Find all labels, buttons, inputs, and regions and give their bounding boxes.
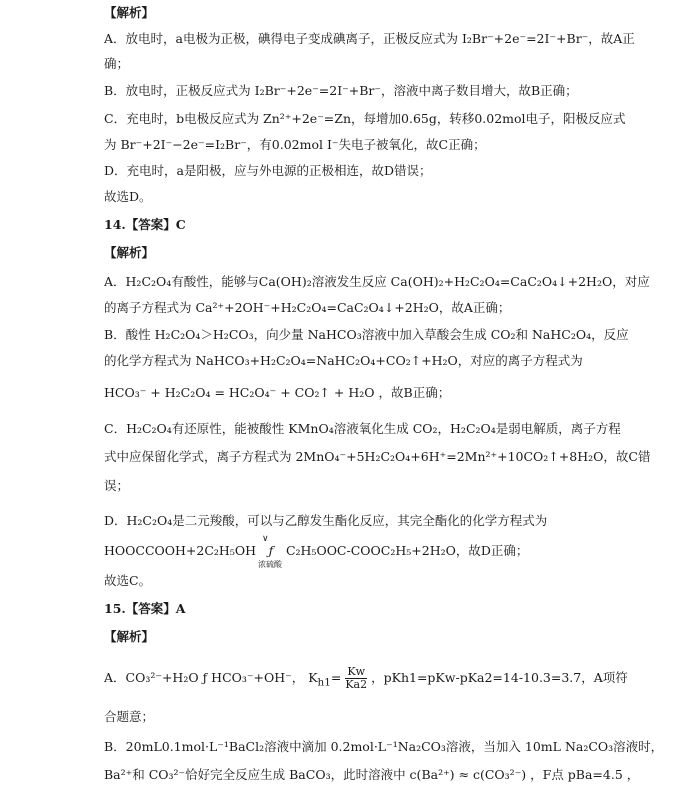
- text-line: 合题意；: [104, 709, 155, 724]
- text-line: C．充电时，b电极反应式为 Zn²⁺+2e⁻=Zn，每增加0.65g，转移0.02mol电子，阳极反应式: [104, 111, 626, 126]
- text-line: Ba²⁺和 CO₃²⁻恰好完全反应生成 BaCO₃，此时溶液中 c(Ba²⁺) ≈ c(CO₃²⁻) ，F点 pBa=4.5 ，: [104, 767, 640, 782]
- arrow-glyph: ƒ: [268, 543, 274, 558]
- analysis-heading: 【解析】: [104, 5, 155, 20]
- analysis-heading: 【解析】: [104, 245, 155, 260]
- answer-heading: 14.【答案】C: [104, 217, 186, 232]
- text-line: B．放电时，正极反应式为 I₂Br⁻+2e⁻=2I⁻+Br⁻，溶液中离子数目增大，故B正确；: [104, 83, 578, 98]
- text-line: 确；: [104, 56, 130, 71]
- fraction-denominator: Ka2: [345, 678, 368, 691]
- option-label: A．: [104, 670, 126, 685]
- text-line: 故选C。: [104, 573, 152, 588]
- pk-calculation: ，pKh1=pKw-pKa2=14-10.3=3.7，A项符: [371, 670, 628, 685]
- catalyst-label: 浓硫酸: [257, 560, 282, 569]
- text-line: 的离子方程式为 Ca²⁺+2OH⁻+H₂C₂O₄=CaC₂O₄↓+2H₂O，故A正确；: [104, 300, 511, 315]
- hydrolysis-equation: [104, 666, 628, 692]
- text-line: A．H₂C₂O₄有酸性，能够与Ca(OH)₂溶液发生反应 Ca(OH)₂+H₂C₂O₄=CaC₂O₄↓+2H₂O，对应: [104, 274, 650, 289]
- kh-symbol: K: [308, 670, 318, 685]
- fraction-numerator: Kw: [347, 665, 366, 678]
- equals-sign: =: [330, 670, 342, 685]
- catalyst-mark: ∨: [261, 534, 269, 544]
- equation-line: HCO₃⁻ + H₂C₂O₄ = HC₂O₄⁻ + CO₂↑ + H₂O ，故B正确；: [104, 385, 451, 400]
- hydrolysis-reaction: CO₃²⁻+H₂O ƒ HCO₃⁻+OH⁻，: [125, 670, 305, 685]
- text-line: 故选D。: [104, 189, 152, 204]
- answer-heading: 15.【答案】A: [104, 601, 186, 616]
- analysis-heading: 【解析】: [104, 629, 155, 644]
- text-line: A．放电时，a电极为正极，碘得电子变成碘离子，正极反应式为 I₂Br⁻+2e⁻=2I⁻+Br⁻，故A正: [104, 31, 635, 46]
- text-line: 为 Br⁻+2I⁻−2e⁻=I₂Br⁻，有0.02mol I⁻失电子被氧化，故C正确；: [104, 137, 486, 152]
- equation-left: HOOCCOOH+2C₂H₅OH: [104, 543, 256, 558]
- text-line: D．充电时，a是阳极，应与外电源的正极相连，故D错误；: [104, 163, 432, 178]
- text-line: B．20mL0.1mol·L⁻¹BaCl₂溶液中滴加 0.2mol·L⁻¹Na₂CO₃溶液，当加入 10mL Na₂CO₃溶液时，: [104, 739, 664, 754]
- equation-right: C₂H₅OOC-COOC₂H₅+2H₂O，故D正确；: [285, 543, 529, 558]
- reversible-arrow-icon: [257, 534, 282, 569]
- esterification-equation: [104, 534, 529, 569]
- kh-subscript: h1: [317, 676, 331, 689]
- fraction: [345, 666, 367, 691]
- text-line: C．H₂C₂O₄有还原性，能被酸性 KMnO₄溶液氧化生成 CO₂，H₂C₂O₄是弱电解质，离子方程: [104, 421, 621, 436]
- text-line: 的化学方程式为 NaHCO₃+H₂C₂O₄=NaHC₂O₄+CO₂↑+H₂O，对应的离子方程式为: [104, 353, 583, 368]
- text-line: 式中应保留化学式，离子方程式为 2MnO₄⁻+5H₂C₂O₄+6H⁺=2Mn²⁺+10CO₂↑+8H₂O，故C错: [104, 449, 651, 464]
- text-line: 误；: [104, 478, 130, 493]
- text-line: D．H₂C₂O₄是二元羧酸，可以与乙醇发生酯化反应，其完全酯化的化学方程式为: [104, 513, 548, 528]
- text-line: B．酸性 H₂C₂O₄＞H₂CO₃，向少量 NaHCO₃溶液中加入草酸会生成 CO₂和 NaHC₂O₄，反应: [104, 327, 629, 342]
